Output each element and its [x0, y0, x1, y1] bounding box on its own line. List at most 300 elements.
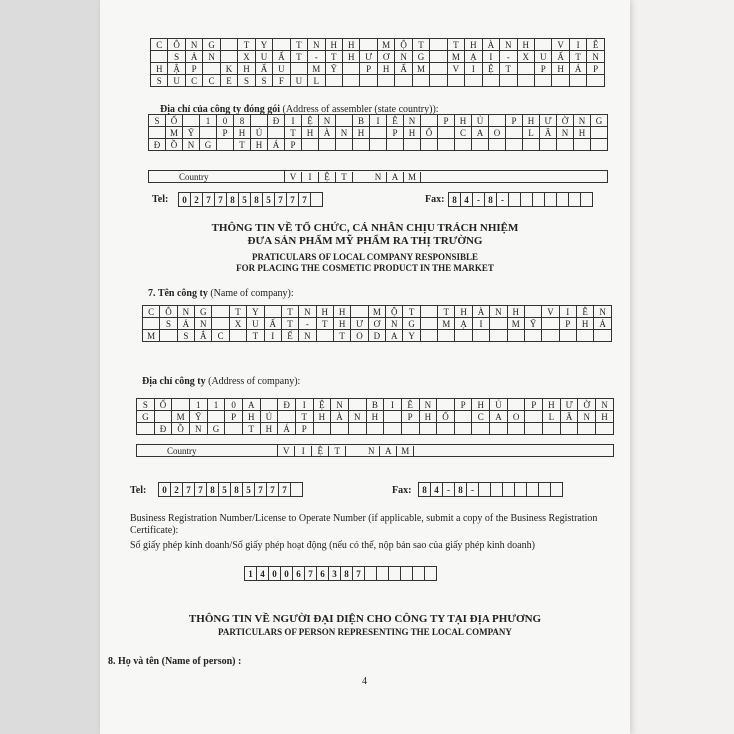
grid-cell: C [185, 75, 202, 87]
grid-cell: H [251, 139, 268, 151]
grid-cell: M [412, 63, 429, 75]
grid-row [143, 306, 612, 318]
grid-cell: Ủ [490, 399, 508, 411]
grid-cell: Ờ [578, 399, 596, 411]
tel-label-2: Tel: [130, 485, 147, 496]
country-letter: N [363, 446, 380, 456]
document-page [100, 0, 630, 734]
digit-box: 3 [329, 567, 341, 581]
grid-cell: T [234, 139, 251, 151]
assembler-country-label: Country [149, 171, 285, 183]
grid-cell: X [238, 51, 255, 63]
grid-cell [517, 75, 534, 87]
country-letter: N [370, 172, 387, 182]
company-country-label: Country [137, 445, 278, 457]
grid-cell: N [195, 318, 212, 330]
grid-cell [229, 330, 246, 342]
grid-cell: H [260, 423, 278, 435]
digit-box: - [473, 193, 485, 207]
grid-cell: Ả [594, 318, 612, 330]
company-name-grid-top [150, 38, 605, 87]
digit-box: 7 [279, 483, 291, 497]
grid-cell [560, 423, 578, 435]
tel-label-1: Tel: [152, 194, 169, 205]
grid-cell: À [472, 306, 489, 318]
grid-cell: I [472, 318, 489, 330]
digit-box [509, 193, 521, 207]
grid-cell: À [331, 411, 349, 423]
grid-cell [454, 423, 472, 435]
grid-cell: Ẩ [395, 63, 412, 75]
business-registration-text-vn: Số giấy phép kinh doanh/Số giấy phép hoạt động (nếu có thể, nộp bản sao của giấy phép kinh doanh) [130, 540, 535, 551]
grid-cell: M [143, 330, 160, 342]
grid-cell [325, 75, 342, 87]
grid-cell: C [143, 306, 160, 318]
grid-cell [523, 139, 540, 151]
grid-cell: P [285, 139, 302, 151]
grid-cell: V [447, 63, 464, 75]
digit-box: 4 [431, 483, 443, 497]
grid-cell [212, 306, 229, 318]
grid-cell: E [220, 75, 237, 87]
grid-cell: X [229, 318, 246, 330]
grid-cell: V [542, 306, 559, 318]
grid-cell [160, 330, 177, 342]
person-name-label [108, 656, 241, 667]
country-letter: Ệ [312, 446, 329, 456]
grid-cell: I [285, 115, 302, 127]
grid-cell: I [370, 115, 387, 127]
business-registration-text-en: Business Registration Number/License to Operate Number (if applicable, submit a copy of the Business Registration Certificate): [130, 513, 598, 536]
grid-cell: H [472, 399, 490, 411]
grid-cell: S [177, 330, 194, 342]
grid-cell [336, 115, 353, 127]
digit-box [515, 483, 527, 497]
fax-number-boxes-2 [418, 482, 563, 497]
grid-cell [421, 139, 438, 151]
digit-box [521, 193, 533, 207]
fax-number-boxes-1 [448, 192, 593, 207]
grid-cell [420, 330, 437, 342]
grid-cell [220, 51, 237, 63]
grid-cell: I [295, 399, 313, 411]
grid-cell: U [247, 318, 264, 330]
grid-cell [507, 330, 524, 342]
grid-cell: Ư [360, 51, 377, 63]
grid-cell: T [412, 39, 429, 51]
grid-cell: C [151, 39, 168, 51]
grid-cell: Ỹ [183, 127, 200, 139]
grid-row [137, 411, 614, 423]
grid-cell [507, 399, 525, 411]
grid-cell: U [534, 51, 551, 63]
digit-box: 0 [159, 483, 171, 497]
grid-cell [542, 330, 559, 342]
grid-cell [200, 127, 217, 139]
grid-cell [336, 139, 353, 151]
company-country-cells [278, 446, 414, 456]
grid-cell: N [557, 127, 574, 139]
grid-cell [587, 75, 605, 87]
grid-cell: B [366, 399, 384, 411]
digit-box: 2 [191, 193, 203, 207]
grid-cell: 0 [217, 115, 234, 127]
country-letter: M [404, 172, 421, 182]
grid-cell: H [234, 127, 251, 139]
grid-cell [203, 63, 220, 75]
company-name-label [148, 288, 294, 299]
grid-cell: I [384, 399, 402, 411]
grid-cell: Ê [401, 399, 419, 411]
digit-box: 7 [353, 567, 365, 581]
digit-box: 5 [239, 193, 251, 207]
grid-cell [438, 330, 455, 342]
digit-box: 6 [293, 567, 305, 581]
grid-cell: H [333, 318, 350, 330]
grid-cell: Ê [387, 115, 404, 127]
grid-cell: L [308, 75, 325, 87]
grid-cell: N [299, 330, 316, 342]
company-address-label-vn: Địa chỉ công ty [142, 376, 206, 387]
digit-box: 8 [341, 567, 353, 581]
grid-cell [212, 318, 229, 330]
grid-cell [472, 139, 489, 151]
grid-cell: Ố [166, 115, 183, 127]
grid-cell [151, 51, 168, 63]
grid-cell: H [242, 411, 260, 423]
grid-cell [183, 115, 200, 127]
grid-cell [430, 63, 447, 75]
grid-cell: M [172, 411, 190, 423]
grid-cell: V [552, 39, 569, 51]
grid-cell: N [185, 39, 202, 51]
digit-box: 8 [251, 193, 263, 207]
grid-cell: N [348, 411, 366, 423]
grid-row [137, 423, 614, 435]
grid-cell: Ê [587, 39, 605, 51]
grid-cell: P [454, 399, 472, 411]
digit-box: 5 [263, 193, 275, 207]
grid-cell: C [212, 330, 229, 342]
grid-cell: H [596, 411, 614, 423]
grid-cell: H [523, 115, 540, 127]
grid-cell: À [482, 39, 499, 51]
grid-cell [569, 75, 586, 87]
grid-cell: Y [403, 330, 420, 342]
grid-cell: Ủ [472, 115, 489, 127]
grid-cell [251, 115, 268, 127]
grid-cell [552, 75, 569, 87]
grid-cell: N [578, 411, 596, 423]
grid-cell [172, 399, 190, 411]
grid-cell: N [299, 306, 316, 318]
digit-row [245, 567, 437, 581]
digit-row [179, 193, 323, 207]
grid-cell [525, 411, 543, 423]
grid-cell [260, 399, 278, 411]
grid-cell [342, 75, 359, 87]
digit-box: 7 [215, 193, 227, 207]
grid-cell [559, 330, 576, 342]
digit-box: 7 [203, 193, 215, 207]
digit-box: 7 [275, 193, 287, 207]
grid-cell: H [366, 411, 384, 423]
fax-label-2: Fax: [392, 485, 412, 496]
grid-cell: Y [247, 306, 264, 318]
heading-en-line-1: PRATICULARS OF LOCAL COMPANY RESPONSIBLE [251, 252, 479, 262]
grid-cell [366, 423, 384, 435]
grid-cell: H [543, 399, 561, 411]
grid-cell: T [238, 39, 255, 51]
grid-cell: Ỹ [189, 411, 207, 423]
grid-cell [490, 330, 507, 342]
grid-cell: H [333, 306, 350, 318]
grid-cell [438, 127, 455, 139]
grid-row [149, 115, 608, 127]
grid-cell: P [387, 127, 404, 139]
grid-cell: N [490, 306, 507, 318]
company-name-grid [142, 305, 612, 342]
heading-vn-line-2: ĐƯA SẢN PHẨM MỸ PHẨM RA THỊ TRƯỜNG [247, 235, 483, 247]
grid-cell: G [200, 139, 217, 151]
grid-cell: M [166, 127, 183, 139]
country-letter: A [380, 446, 397, 456]
grid-cell: C [203, 75, 220, 87]
grid-cell: I [569, 39, 586, 51]
grid-cell [438, 139, 455, 151]
grid-cell [384, 411, 402, 423]
grid-cell: Ô [160, 306, 177, 318]
grid-cell: A [472, 127, 489, 139]
grid-cell: H [302, 127, 319, 139]
grid-cell [342, 63, 359, 75]
grid-cell: H [325, 39, 342, 51]
grid-cell: 1 [189, 399, 207, 411]
grid-cell: U [255, 51, 272, 63]
grid-cell [207, 411, 225, 423]
grid-cell: G [207, 423, 225, 435]
grid-cell [489, 115, 506, 127]
digit-box: 1 [245, 567, 257, 581]
grid-cell: Ư [560, 399, 578, 411]
person-name-label-en: (Name of person) : [161, 656, 242, 667]
grid-cell: M [377, 39, 394, 51]
grid-cell: T [281, 318, 298, 330]
grid-cell: S [238, 75, 255, 87]
grid-cell: P [217, 127, 234, 139]
grid-cell: T [242, 423, 260, 435]
grid-cell: N [404, 115, 421, 127]
digit-box [377, 567, 389, 581]
grid-cell: N [336, 127, 353, 139]
grid-cell: H [316, 306, 333, 318]
digit-box: - [443, 483, 455, 497]
grid-cell [557, 139, 574, 151]
grid-cell: T [500, 63, 517, 75]
grid-cell: U [273, 63, 290, 75]
grid-cell [534, 75, 551, 87]
grid-cell: N [319, 115, 336, 127]
tel-number-boxes-2 [158, 482, 303, 497]
grid-cell: G [591, 115, 608, 127]
grid-cell: T [569, 51, 586, 63]
grid-cell: P [534, 63, 551, 75]
grid-row [149, 127, 608, 139]
grid-cell: H [455, 115, 472, 127]
grid-cell: N [596, 399, 614, 411]
grid-cell: P [587, 63, 605, 75]
digit-box: 8 [207, 483, 219, 497]
digit-box: 7 [299, 193, 311, 207]
grid-cell: I [264, 330, 281, 342]
grid-cell: Ã [540, 127, 557, 139]
fax-label-1: Fax: [425, 194, 445, 205]
digit-box: 2 [171, 483, 183, 497]
grid-cell: G [195, 306, 212, 318]
grid-cell: H [507, 306, 524, 318]
grid-cell [437, 423, 455, 435]
country-letter: Ệ [319, 172, 336, 182]
grid-cell: Ố [437, 411, 455, 423]
grid-row [143, 318, 612, 330]
company-address-grid [136, 398, 614, 435]
company-name-label-en: (Name of company): [210, 288, 294, 299]
grid-cell: T [285, 127, 302, 139]
digit-box: 7 [195, 483, 207, 497]
grid-cell: Ỹ [524, 318, 541, 330]
grid-cell: Đ [149, 139, 166, 151]
grid-cell: G [203, 39, 220, 51]
grid-cell: Ắ [195, 330, 212, 342]
grid-cell: S [168, 51, 185, 63]
digit-box: 7 [255, 483, 267, 497]
grid-cell: H [238, 63, 255, 75]
grid-cell [264, 306, 281, 318]
grid-row [143, 330, 612, 342]
digit-box: 7 [287, 193, 299, 207]
grid-cell: N [587, 51, 605, 63]
grid-cell: K [220, 63, 237, 75]
digit-box: 0 [179, 193, 191, 207]
grid-cell: Ệ [313, 399, 331, 411]
grid-cell: S [160, 318, 177, 330]
grid-cell [525, 423, 543, 435]
digit-box [401, 567, 413, 581]
grid-cell: Ẩ [255, 63, 272, 75]
grid-cell [430, 75, 447, 87]
grid-cell [455, 330, 472, 342]
grid-cell: Ả [177, 318, 194, 330]
grid-cell: T [447, 39, 464, 51]
grid-cell: H [342, 39, 359, 51]
grid-cell: P [506, 115, 523, 127]
grid-cell: Ạ [465, 51, 482, 63]
digit-box: 5 [243, 483, 255, 497]
grid-cell: O [489, 127, 506, 139]
grid-cell [490, 318, 507, 330]
grid-cell: O [351, 330, 368, 342]
grid-cell: C [455, 127, 472, 139]
grid-cell: P [559, 318, 576, 330]
grid-cell [217, 139, 234, 151]
grid-cell [401, 423, 419, 435]
grid-cell: N [203, 51, 220, 63]
grid-cell: Ộ [386, 306, 403, 318]
grid-cell: Ô [168, 39, 185, 51]
grid-cell: U [290, 75, 307, 87]
grid-cell: I [482, 51, 499, 63]
grid-cell: Ờ [557, 115, 574, 127]
country-letter: V [285, 172, 302, 182]
country-letter: A [387, 172, 404, 182]
grid-cell: Á [569, 63, 586, 75]
digit-box [311, 193, 323, 207]
grid-cell: N [308, 39, 325, 51]
country-letter: V [278, 446, 295, 456]
grid-cell: Ú [260, 411, 278, 423]
grid-cell [591, 127, 608, 139]
grid-cell: N [331, 399, 349, 411]
grid-cell [421, 115, 438, 127]
grid-cell: 1 [207, 399, 225, 411]
company-country-row [136, 444, 614, 457]
grid-cell [455, 139, 472, 151]
grid-cell: M [368, 306, 385, 318]
digit-box [389, 567, 401, 581]
company-country-value [278, 445, 614, 457]
grid-cell: T [295, 411, 313, 423]
grid-cell: Ậ [168, 63, 185, 75]
grid-cell [137, 423, 155, 435]
grid-cell: Ấ [552, 51, 569, 63]
digit-box: 7 [267, 483, 279, 497]
grid-cell: Ộ [395, 39, 412, 51]
grid-cell: N [500, 39, 517, 51]
grid-cell: N [594, 306, 612, 318]
grid-cell [578, 423, 596, 435]
grid-cell: Ạ [455, 318, 472, 330]
grid-cell [331, 423, 349, 435]
grid-row [151, 51, 605, 63]
grid-cell [596, 423, 614, 435]
grid-cell [447, 75, 464, 87]
grid-cell: M [507, 318, 524, 330]
grid-cell: M [308, 63, 325, 75]
grid-cell: Ư [351, 318, 368, 330]
digit-box: 4 [257, 567, 269, 581]
assembler-country-cells [285, 172, 421, 182]
grid-cell: N [395, 51, 412, 63]
grid-cell [220, 39, 237, 51]
grid-cell: F [273, 75, 290, 87]
digit-box: - [497, 193, 509, 207]
grid-cell: Ấ [264, 318, 281, 330]
grid-cell: P [225, 411, 243, 423]
grid-cell [404, 139, 421, 151]
digit-row [419, 483, 563, 497]
grid-cell [472, 330, 489, 342]
grid-cell: S [149, 115, 166, 127]
grid-cell: P [525, 399, 543, 411]
grid-cell: H [576, 318, 593, 330]
grid-cell: N [419, 399, 437, 411]
grid-cell: H [151, 63, 168, 75]
grid-cell: H [455, 306, 472, 318]
grid-cell [143, 318, 160, 330]
grid-cell [543, 423, 561, 435]
digit-box: 0 [281, 567, 293, 581]
grid-cell: N [574, 115, 591, 127]
